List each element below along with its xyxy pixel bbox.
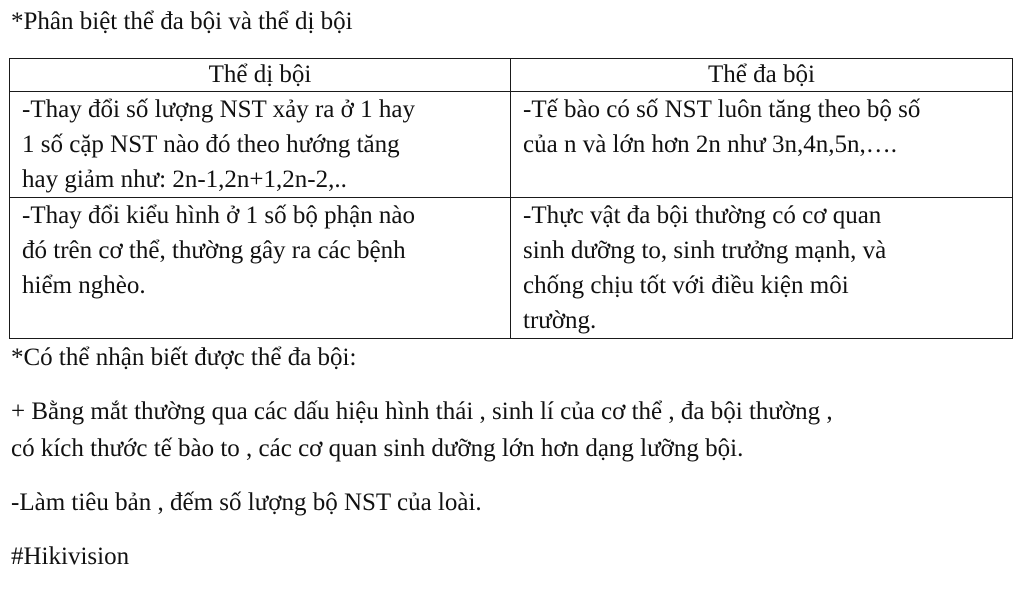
cell-line: -Tế bào có số NST luôn tăng theo bộ số <box>523 96 921 123</box>
cell-line: hiểm nghèo. <box>22 272 146 299</box>
header-di-boi: Thể dị bội <box>10 59 511 92</box>
table-cell-di-boi-2 <box>10 198 511 339</box>
cell-line: đó trên cơ thể, thường gây ra các bệnh <box>22 237 406 264</box>
cell-line: chống chịu tốt với điều kiện môi <box>523 272 849 299</box>
header-da-boi: Thể đa bội <box>511 59 1013 92</box>
cell-line: sinh dưỡng to, sinh trưởng mạnh, và <box>523 237 887 264</box>
cell-line: -Thay đổi kiểu hình ở 1 số bộ phận nào <box>22 202 416 229</box>
method-1-paragraph <box>11 393 833 467</box>
method-2-paragraph: -Làm tiêu bản , đếm số lượng bộ NST của loài. <box>11 489 482 516</box>
paragraph-line: + Bằng mắt thường qua các dấu hiệu hình thái , sinh lí của cơ thể , đa bội thường , <box>11 398 833 425</box>
cell-line: hay giảm như: 2n-1,2n+1,2n-2,.. <box>22 166 347 193</box>
cell-line: của n và lớn hơn 2n như 3n,4n,5n,…. <box>523 131 897 158</box>
recognition-title: *Có thể nhận biết được thể đa bội: <box>11 344 357 371</box>
cell-line: 1 số cặp NST nào đó theo hướng tăng <box>22 131 400 158</box>
table-row <box>10 198 1013 339</box>
table-cell-di-boi-1 <box>10 92 511 198</box>
cell-line: trường. <box>523 307 597 334</box>
paragraph-line: có kích thước tế bào to , các cơ quan sinh dưỡng lớn hơn dạng lưỡng bội. <box>11 435 744 462</box>
table-header-row <box>10 59 1013 92</box>
page-heading: *Phân biệt thể đa bội và thể dị bội <box>11 8 353 35</box>
table-row <box>10 92 1013 198</box>
comparison-table <box>9 58 1013 339</box>
table-cell-da-boi-2 <box>511 198 1013 339</box>
cell-line: -Thực vật đa bội thường có cơ quan <box>523 202 882 229</box>
cell-line: -Thay đổi số lượng NST xảy ra ở 1 hay <box>22 96 415 123</box>
hashtag: #Hikivision <box>11 543 130 570</box>
table-cell-da-boi-1 <box>511 92 1013 198</box>
